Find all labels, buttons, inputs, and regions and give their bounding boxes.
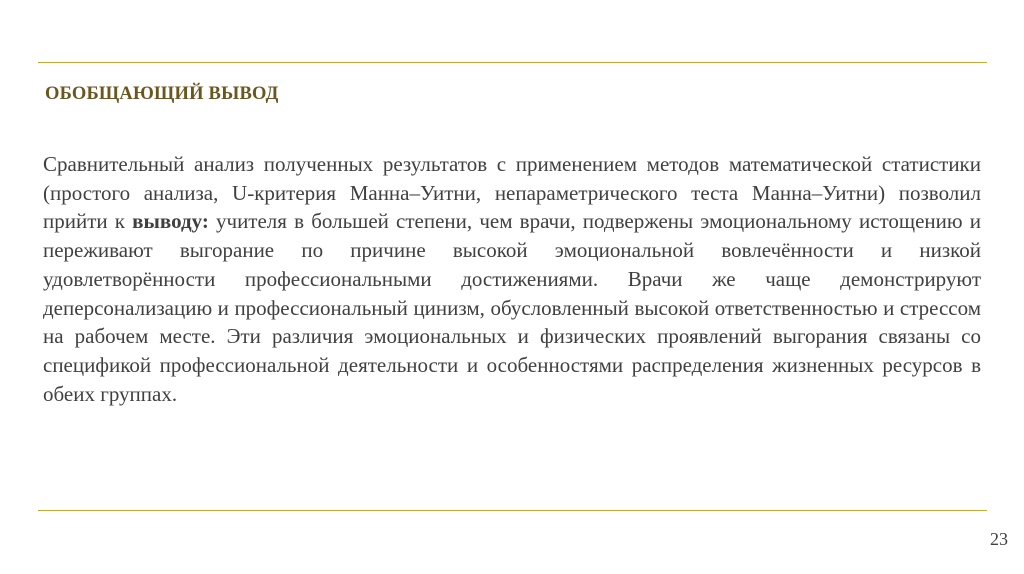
paragraph-bold-word: выводу:	[132, 209, 209, 234]
conclusion-paragraph	[43, 150, 981, 408]
top-divider	[38, 62, 987, 63]
paragraph-text-start: Сравнительный анализ полученных результатов с применением методов математической статистики (простого анализа, U-критерия Манна–Уитни, непараметрического теста Манна–Уитни) позволил прийти к	[43, 152, 981, 234]
slide-title: ОБОБЩАЮЩИЙ ВЫВОД	[45, 84, 279, 104]
page-number: 23	[990, 529, 1008, 549]
paragraph-text-end: учителя в большей степени, чем врачи, подвержены эмоциональному истощению и переживают выгорание по причине высокой эмоциональной вовлечённости и низкой удовлетворённости профессиональными достижениями. Врачи же чаще демонстрируют деперсонализацию и профессиональный цинизм, обусловленный высокой ответственностью и стрессом на рабочем месте. Эти различия эмоциональных и физических проявлений выгорания связаны со спецификой профессиональной деятельности и особенностями распределения жизненных ресурсов в обеих группах.	[43, 209, 981, 406]
bottom-divider	[38, 510, 987, 511]
